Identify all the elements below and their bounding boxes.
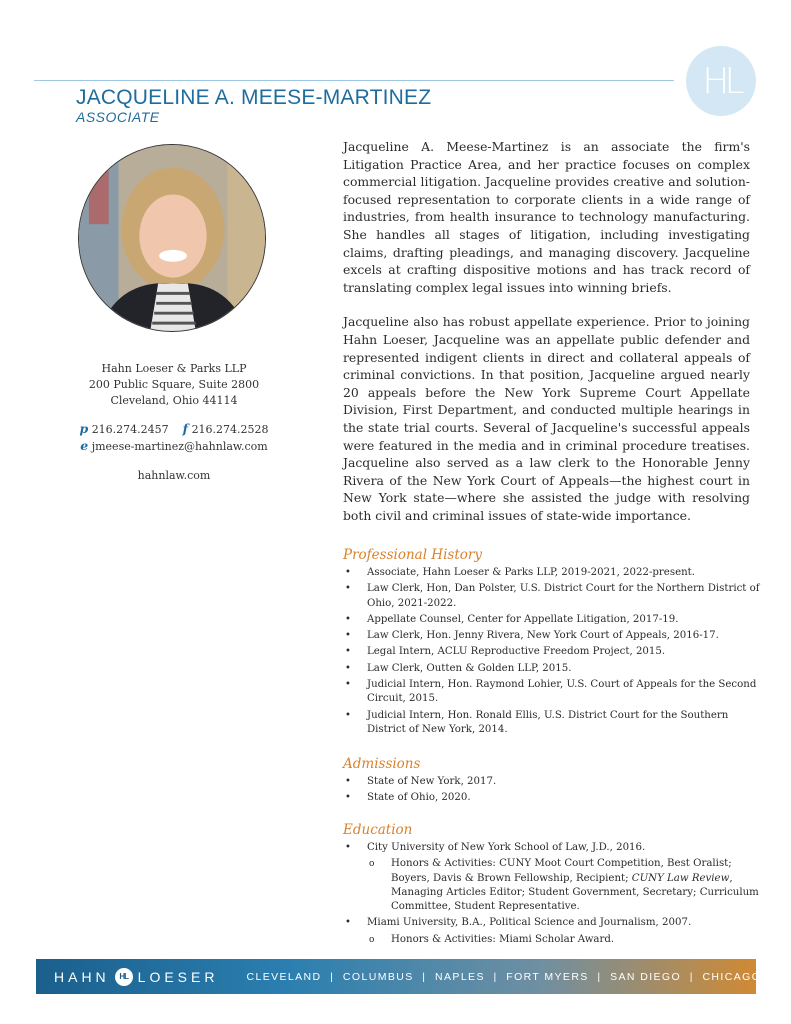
list-item: • Judicial Intern, Hon. Ronald Ellis, U.S. District Court for the Southern District of New York, 2014. — [343, 709, 763, 738]
list-item: • Legal Intern, ACLU Reproductive Freedom Project, 2015. — [343, 645, 763, 659]
office-address — [60, 361, 288, 409]
sub-list-item — [343, 857, 763, 914]
logo-text: HL — [702, 60, 740, 102]
section-heading: Education — [343, 822, 413, 838]
list-item: • Judicial Intern, Hon. Raymond Lohier, U.S. Court of Appeals for the Second Circuit, 2015. — [343, 678, 763, 707]
admissions-list — [343, 775, 763, 806]
header-rule — [34, 80, 674, 81]
biography — [343, 138, 750, 541]
law-review-title: CUNY Law Review — [631, 872, 730, 884]
list-item: • Appellate Counsel, Center for Appellate Litigation, 2017-19. — [343, 613, 763, 627]
honors-text-cont: , Managing Articles Editor; Student Government, Secretary; Curriculum Committee, Student Representative. — [391, 872, 759, 913]
phone-label: p — [79, 421, 89, 436]
list-item: • State of New York, 2017. — [343, 775, 763, 789]
admissions-section — [343, 756, 763, 808]
contact-numbers — [60, 421, 288, 455]
fax-label: f — [182, 421, 189, 436]
list-item: • City University of New York School of Law, J.D., 2016. — [343, 841, 763, 855]
list-item: • Associate, Hahn Loeser & Parks LLP, 2019-2021, 2022-present. — [343, 566, 763, 580]
list-item: • Law Clerk, Outten & Golden LLP, 2015. — [343, 662, 763, 676]
email-link[interactable]: jmeese-martinez@hahnlaw.com — [91, 440, 268, 453]
professional-history-section — [343, 547, 763, 739]
attorney-photo — [78, 144, 266, 332]
address-line-1: 200 Public Square, Suite 2800 — [88, 378, 260, 391]
sub-list-item: o Honors & Activities: Miami Scholar Award. — [343, 933, 763, 947]
list-item: • State of Ohio, 2020. — [343, 791, 763, 805]
list-item: • Law Clerk, Hon. Jenny Rivera, New York Court of Appeals, 2016-17. — [343, 629, 763, 643]
history-list — [343, 566, 763, 737]
section-heading: Admissions — [343, 756, 421, 772]
address-line-2: Cleveland, Ohio 44114 — [110, 394, 238, 407]
phone-number[interactable]: 216.274.2457 — [91, 423, 169, 436]
footer-brand — [54, 968, 218, 986]
brand-mark-icon: HL — [115, 968, 133, 986]
list-item: • Law Clerk, Hon, Dan Polster, U.S. District Court for the Northern District of Ohio, 2021-2022. — [343, 582, 763, 611]
phone-fax-line — [60, 421, 288, 438]
email-label: e — [80, 438, 89, 453]
website-link[interactable]: hahnlaw.com — [137, 469, 211, 482]
portrait-image — [79, 145, 265, 331]
office-cities: CLEVELAND | COLUMBUS | NAPLES | FORT MYERS | SAN DIEGO | CHICAGO — [246, 970, 762, 983]
brand-left: HAHN — [54, 968, 110, 985]
firm-logo — [686, 46, 756, 116]
brand-right: LOESER — [137, 968, 219, 985]
firm-name: Hahn Loeser & Parks LLP — [101, 362, 247, 375]
email-line — [60, 438, 288, 455]
section-heading: Professional History — [343, 547, 482, 563]
fax-number: 216.274.2528 — [191, 423, 269, 436]
honors-text: Honors & Activities: CUNY Moot Court Competition, Best Oralist; Boyers, Davis & Brown Fellowship, Recipient; — [391, 858, 732, 884]
list-item: • Miami University, B.A., Political Science and Journalism, 2007. — [343, 916, 763, 930]
education-list — [343, 841, 763, 947]
attorney-name: JACQUELINE A. MEESE-MARTINEZ — [76, 86, 432, 109]
attorney-title: ASSOCIATE — [76, 109, 160, 125]
education-section — [343, 822, 763, 949]
footer-banner — [36, 959, 762, 994]
bio-paragraph-2: Jacqueline also has robust appellate experience. Prior to joining Hahn Loeser, Jacqueline was an appellate public defender and represented indigent clients in direct and collateral appeals of criminal convictions. In that position, Jacqueline argued nearly 20 appeals before the New York Supreme Court Appellate Division, First Department, and conducted multiple hearings in the state trial courts. Several of Jacqueline's successful appeals were featured in the media and in criminal procedure treatises. Jacqueline also served as a law clerk to the Honorable Jenny Rivera of the New York Court of Appeals—the highest court in New York state—where she assisted the judge with resolving both civil and criminal issues of state-wide importance. — [343, 314, 750, 523]
bio-paragraph-1: Jacqueline A. Meese-Martinez is an associate the firm's Litigation Practice Area, and her practice focuses on complex commercial litigation. Jacqueline provides creative and solution-focused representation to corporate clients in a wide range of industries, from health insurance to technology manufacturing. She handles all stages of litigation, including investigating claims, drafting pleadings, and managing discovery. Jacqueline excels at crafting dispositive motions and has track record of translating complex legal issues into winning briefs. — [343, 139, 750, 295]
